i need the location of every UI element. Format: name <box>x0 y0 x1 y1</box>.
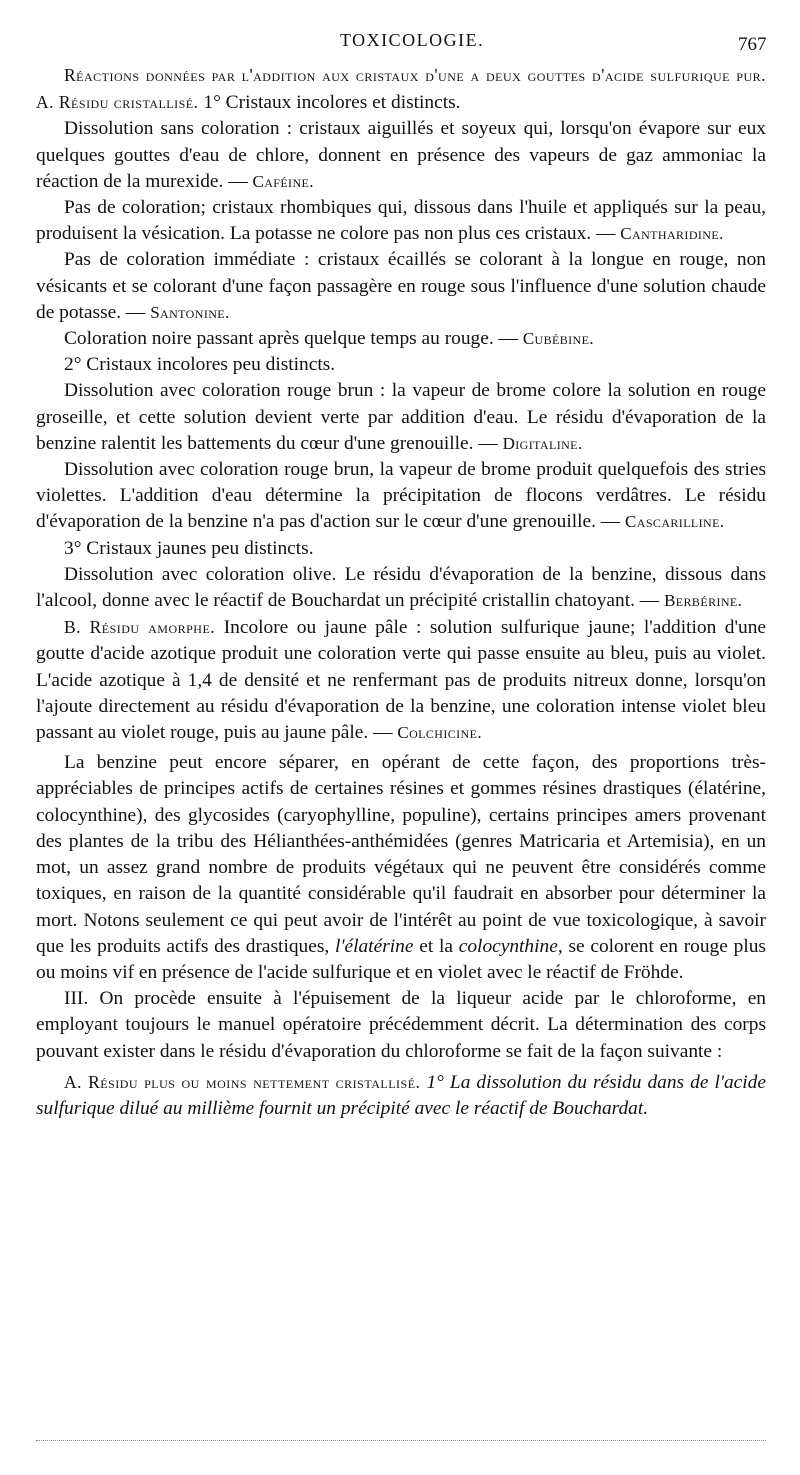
paragraph-text: Dissolution sans coloration : cristaux aiguillés et soyeux qui, lorsqu'on évapore sur eux quelques gouttes d'eau de chlore, donnent en présence des vapeurs de gaz ammoniac la réaction de la murexide. — <box>36 118 766 192</box>
paragraph-cantharidine <box>36 195 766 247</box>
substance-name-cafeine: Caféine. <box>252 171 314 191</box>
substance-name-digitaline: Digitaline. <box>502 433 583 453</box>
emphasis-bouchardat-test: 1° La dissolution du résidu dans de l'acide sulfurique dilué au millième fournit un précipité avec le réactif de Bouchardat. <box>36 1071 766 1119</box>
paragraph-text: et la <box>419 935 453 957</box>
paragraph-text: Dissolution avec coloration rouge brun : la vapeur de brome colore la solution en rouge groseille, et cette solution devient verte par addition d'eau. Le résidu d'évaporation de la benzine ralentit les battements du cœur d'une grenouille. — <box>36 380 766 454</box>
item-colorless-indistinct: 2° Cristaux incolores peu distincts. <box>64 354 336 376</box>
footer-rule <box>36 1440 766 1441</box>
substance-name-colchicine: Colchicine. <box>397 723 482 743</box>
paragraph-text: Pas de coloration immédiate : cristaux écaillés se colorant à la longue en rouge, non vésicants et se colorant d'une façon passagère en rouge sous l'influence d'une solution chaude de potasse. — <box>36 249 766 323</box>
paragraph-text: Incolore ou jaune pâle : solution sulfurique jaune; l'addition d'une goutte d'acide azotique produit une coloration verte qui passe ensuite au bleu, puis au violet. L'acide azotique à 1,4 de densité et ne renfermant pas de produits nitreux donne, lorsqu'on l'ajoute directement au résidu d'évaporation de la benzine, une coloration intense violet bleu passant au violet rouge, puis au jaune pâle. — <box>36 617 766 744</box>
page-body <box>36 62 766 1122</box>
paragraph-text: Coloration noire passant après quelque temps au rouge. — <box>64 328 518 350</box>
paragraph-text: se colorent en rouge plus ou moins vif en présence de l'acide sulfurique et en violet avec le réactif de Fröhde. <box>36 935 766 983</box>
emphasis-colocynthine: colocynthine, <box>458 935 563 957</box>
paragraph-text: La benzine peut encore séparer, en opérant de cette façon, des proportions très-appréciables de principes actifs de certaines résines et gommes résines drastiques (élatérine, colocynthine), des glycosides (caryophylline, populine), certains principes amers provenant des plantes de la tribu des Hélianthées-anthémidées (genres Matricaria et Artemisia), en un mot, un assez grand nombre de produits végétaux qui ne peuvent être considérés comme toxiques, en raison de la quantité considérable qu'il faudrait en absorber pour déterminer la mort. Notons seulement ce qui peut avoir de l'intérêt au point de vue toxicologique, à savoir que les produits actifs des drastiques, <box>36 752 766 957</box>
paragraph-sulfuric-reactions <box>36 62 766 116</box>
paragraph-cascarilline <box>36 457 766 536</box>
paragraph-text: Dissolution avec coloration rouge brun, la vapeur de brome produit quelquefois des stries violettes. L'addition d'eau détermine la précipitation de flocons verdâtres. Le résidu d'évaporation de la benzine n'a pas d'action sur le cœur d'une grenouille. — <box>36 459 766 533</box>
subsection-label-amorphous: B. Résidu amorphe. <box>64 617 216 638</box>
item-colorless-distinct: 1° Cristaux incolores et distincts. <box>203 92 461 114</box>
paragraph-cafeine <box>36 116 766 195</box>
substance-name-cubebine: Cubébine. <box>522 329 594 349</box>
running-title: TOXICOLOGIE. <box>340 30 485 50</box>
substance-name-berberine: Berbérine. <box>664 591 743 611</box>
paragraph-chloroform: III. On procède ensuite à l'épuisement de la liqueur acide par le chloroforme, en employant toujours le manuel opératoire précédemment décrit. La détermination des corps pouvant exister dans le résidu d'évaporation du chloroforme se fait de la façon suivante : <box>36 988 766 1062</box>
paragraph-text: Dissolution avec coloration olive. Le résidu d'évaporation de la benzine, dissous dans l'alcool, donne avec le réactif de Bouchardat un précipité cristallin chatoyant. — <box>36 563 766 612</box>
paragraph-digitaline <box>36 378 766 457</box>
paragraph-colchicine <box>36 614 766 746</box>
page-header <box>0 30 800 60</box>
section-heading-sulfuric: Réactions données par l'addition aux cristaux d'une a deux gouttes d'acide sulfurique pur. <box>64 65 766 85</box>
substance-name-santonine: Santonine. <box>150 302 230 322</box>
emphasis-elaterine: l'élatérine <box>335 935 414 957</box>
paragraph-chloroform-residue <box>36 1069 766 1122</box>
substance-name-cascarilline: Cascarilline. <box>625 512 725 532</box>
paragraph-benzine-notes <box>36 750 766 986</box>
item-yellow-indistinct: 3° Cristaux jaunes peu distincts. <box>64 537 314 559</box>
paragraph-berberine <box>36 562 766 614</box>
substance-name-cantharidine: Cantharidine. <box>620 224 724 244</box>
page-number: 767 <box>738 34 767 55</box>
paragraph-santonine <box>36 247 766 326</box>
paragraph-cubebine <box>36 326 766 352</box>
paragraph-text: Pas de coloration; cristaux rhombiques qui, dissous dans l'huile et appliqués sur la peau, produisent la vésication. La potasse ne colore pas non plus ces cristaux. — <box>36 197 766 245</box>
subsection-label-crystallized-chloroform: A. Résidu plus ou moins nettement cristallisé. <box>64 1071 421 1092</box>
subsection-label-crystallized: A. Résidu cristallisé. <box>36 92 199 113</box>
